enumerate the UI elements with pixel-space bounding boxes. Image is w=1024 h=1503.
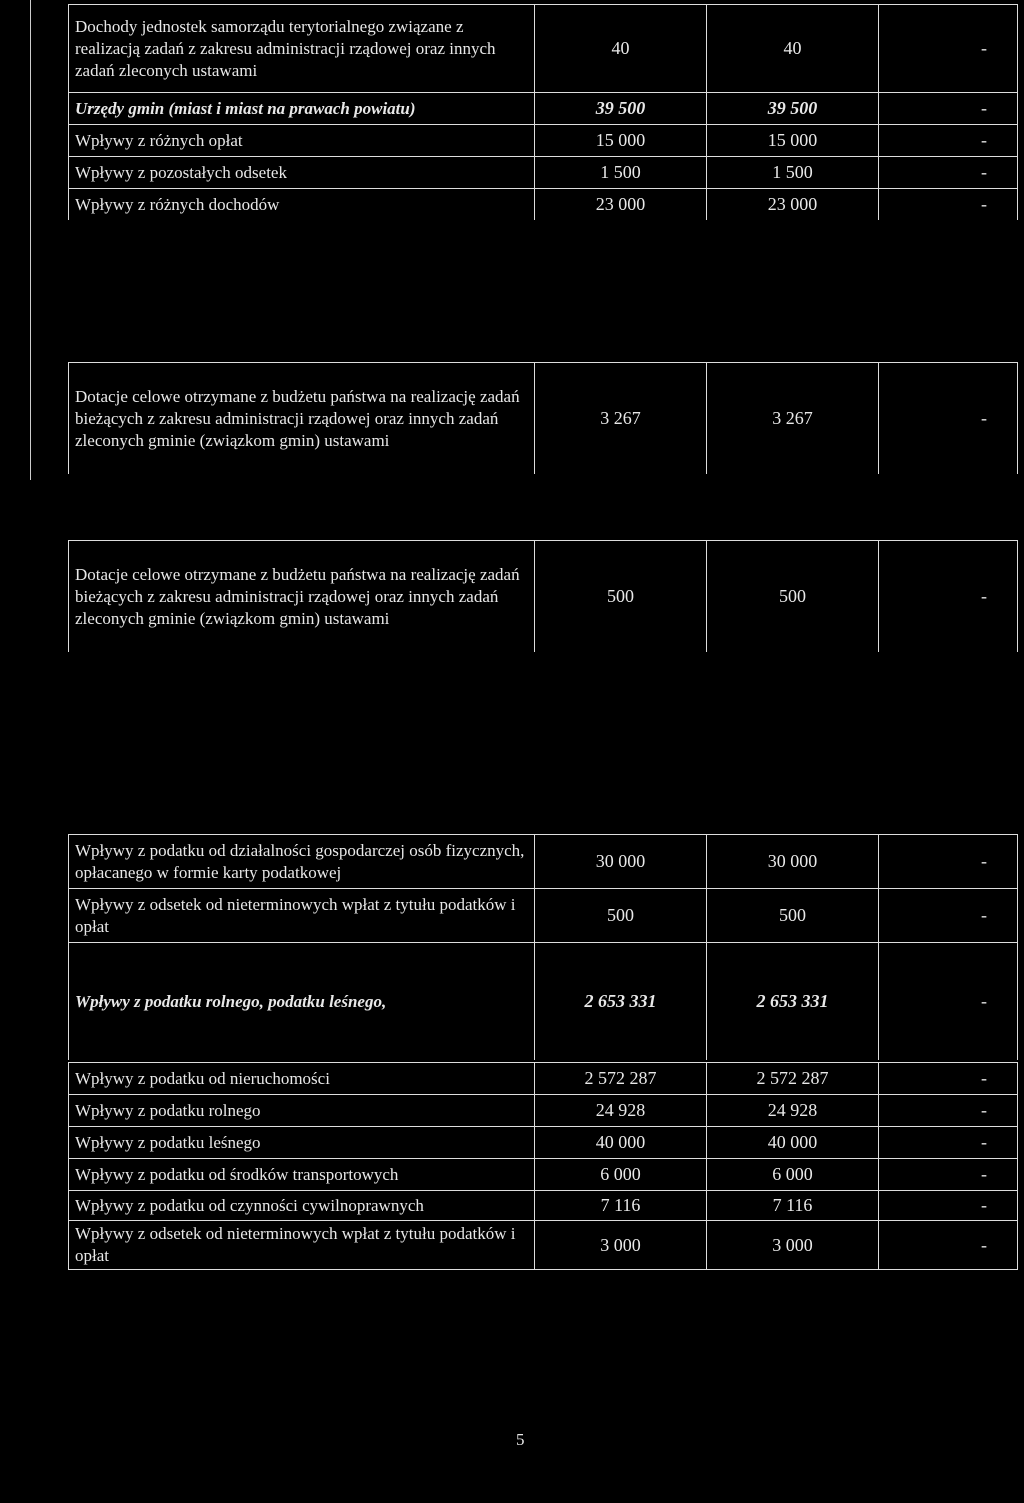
row-description: Wpływy z podatku od środków transportowych [68, 1158, 534, 1190]
table-row [68, 156, 1018, 188]
row-value-plan: 6 000 [534, 1158, 706, 1190]
row-description: Wpływy z podatku od działalności gospodarczej osób fizycznych, opłacanego w formie karty podatkowej [68, 834, 534, 888]
row-value-after: 7 116 [706, 1190, 878, 1220]
table-row [68, 1158, 1018, 1190]
row-value-after: 24 928 [706, 1094, 878, 1126]
table-row [68, 1190, 1018, 1220]
row-value-change: - [878, 1220, 1018, 1270]
row-value-change: - [878, 942, 1018, 1060]
table-row [68, 124, 1018, 156]
row-value-change: - [878, 888, 1018, 942]
row-value-after: 40 000 [706, 1126, 878, 1158]
table-row [68, 362, 1018, 474]
row-value-change: - [878, 156, 1018, 188]
row-description: Wpływy z odsetek od nieterminowych wpłat z tytułu podatków i opłat [68, 888, 534, 942]
table-row [68, 1062, 1018, 1094]
table-row [68, 888, 1018, 942]
row-value-plan: 7 116 [534, 1190, 706, 1220]
row-value-change: - [878, 834, 1018, 888]
row-value-plan: 24 928 [534, 1094, 706, 1126]
table-row [68, 834, 1018, 888]
row-value-after: 3 267 [706, 362, 878, 474]
row-value-change: - [878, 1094, 1018, 1126]
table-row [68, 942, 1018, 1060]
table-row [68, 1220, 1018, 1270]
row-value-after: 2 572 287 [706, 1062, 878, 1094]
row-value-plan: 15 000 [534, 124, 706, 156]
left-border-line [30, 0, 31, 480]
row-value-after: 15 000 [706, 124, 878, 156]
row-value-after: 40 [706, 4, 878, 92]
row-description: Wpływy z odsetek od nieterminowych wpłat z tytułu podatków i opłat [68, 1220, 534, 1270]
row-value-after: 500 [706, 540, 878, 652]
row-value-change: - [878, 188, 1018, 220]
row-value-plan: 30 000 [534, 834, 706, 888]
table-row [68, 1126, 1018, 1158]
row-value-plan: 500 [534, 540, 706, 652]
row-value-plan: 3 267 [534, 362, 706, 474]
row-value-after: 3 000 [706, 1220, 878, 1270]
table-row [68, 188, 1018, 220]
row-value-after: 500 [706, 888, 878, 942]
row-value-plan: 40 [534, 4, 706, 92]
row-value-change: - [878, 4, 1018, 92]
table-row [68, 4, 1018, 92]
row-description: Wpływy z różnych dochodów [68, 188, 534, 220]
row-value-change: - [878, 362, 1018, 474]
row-description: Dotacje celowe otrzymane z budżetu państwa na realizację zadań bieżących z zakresu administracji rządowej oraz innych zadań zleconych gminie (związkom gmin) ustawami [68, 362, 534, 474]
row-value-change: - [878, 124, 1018, 156]
row-value-after: 2 653 331 [706, 942, 878, 1060]
row-description: Urzędy gmin (miast i miast na prawach powiatu) [68, 92, 534, 124]
row-value-plan: 2 572 287 [534, 1062, 706, 1094]
row-value-change: - [878, 1190, 1018, 1220]
row-value-plan: 2 653 331 [534, 942, 706, 1060]
row-value-plan: 39 500 [534, 92, 706, 124]
row-description: Wpływy z podatku od nieruchomości [68, 1062, 534, 1094]
row-description: Wpływy z podatku rolnego [68, 1094, 534, 1126]
row-description: Dochody jednostek samorządu terytorialnego związane z realizacją zadań z zakresu administracji rządowej oraz innych zadań zleconych ustawami [68, 4, 534, 92]
row-value-after: 39 500 [706, 92, 878, 124]
row-value-plan: 40 000 [534, 1126, 706, 1158]
row-value-plan: 3 000 [534, 1220, 706, 1270]
row-value-plan: 23 000 [534, 188, 706, 220]
row-value-after: 6 000 [706, 1158, 878, 1190]
row-description: Wpływy z podatku leśnego [68, 1126, 534, 1158]
row-value-after: 1 500 [706, 156, 878, 188]
row-description: Wpływy z pozostałych odsetek [68, 156, 534, 188]
row-value-change: - [878, 92, 1018, 124]
row-value-change: - [878, 1062, 1018, 1094]
table-row [68, 540, 1018, 652]
row-value-change: - [878, 1126, 1018, 1158]
page-number: 5 [516, 1430, 525, 1449]
row-description: Dotacje celowe otrzymane z budżetu państwa na realizację zadań bieżących z zakresu administracji rządowej oraz innych zadań zleconych gminie (związkom gmin) ustawami [68, 540, 534, 652]
row-value-after: 30 000 [706, 834, 878, 888]
row-description: Wpływy z różnych opłat [68, 124, 534, 156]
row-value-plan: 1 500 [534, 156, 706, 188]
row-value-change: - [878, 1158, 1018, 1190]
row-description: Wpływy z podatku od czynności cywilnoprawnych [68, 1190, 534, 1220]
row-value-after: 23 000 [706, 188, 878, 220]
table-row [68, 1094, 1018, 1126]
table-row [68, 92, 1018, 124]
row-value-change: - [878, 540, 1018, 652]
row-description: Wpływy z podatku rolnego, podatku leśnego, [68, 942, 534, 1060]
row-value-plan: 500 [534, 888, 706, 942]
